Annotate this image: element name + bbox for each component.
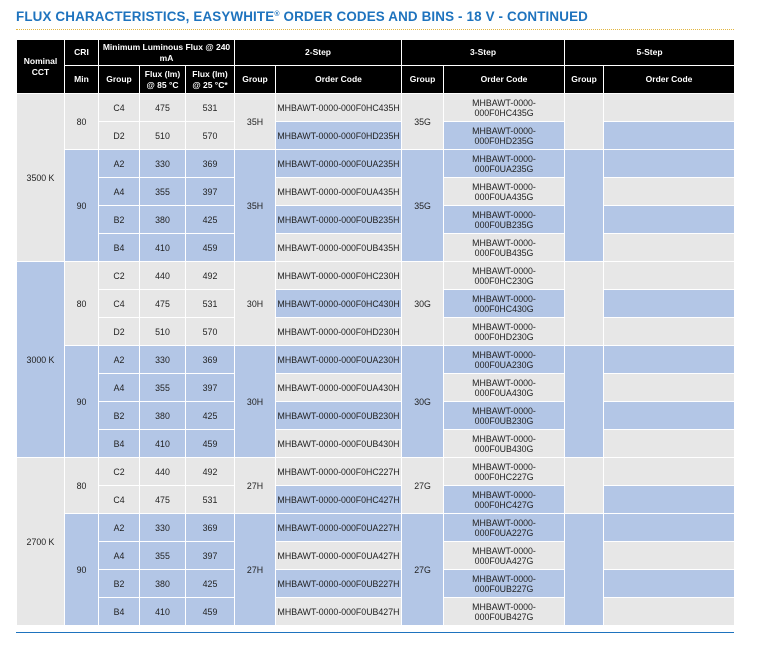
header-min: Min — [65, 66, 99, 94]
flux-group-cell: A2 — [99, 346, 140, 374]
flux-85-cell: 380 — [140, 570, 186, 598]
flux-25-cell: 570 — [186, 318, 235, 346]
header-min-flux: Minimum Luminous Flux @ 240 mA — [99, 40, 235, 66]
flux-group-cell: C4 — [99, 486, 140, 514]
header-3-step-group: Group — [402, 66, 444, 94]
step3-group-cell: 27G — [402, 514, 444, 626]
table-row — [17, 402, 735, 430]
step5-group-cell — [565, 458, 604, 514]
flux-25-cell: 369 — [186, 346, 235, 374]
step5-order-code-cell — [604, 262, 735, 290]
table-bottom-rule — [16, 632, 734, 633]
flux-85-cell: 475 — [140, 94, 186, 122]
step5-group-cell — [565, 514, 604, 626]
flux-85-cell: 475 — [140, 290, 186, 318]
table-row — [17, 262, 735, 290]
flux-25-cell: 397 — [186, 374, 235, 402]
step2-group-cell: 35H — [235, 150, 276, 262]
step2-group-cell: 30H — [235, 262, 276, 346]
flux-85-cell: 440 — [140, 262, 186, 290]
title-text: FLUX CHARACTERISTICS, EASYWHITE — [16, 9, 275, 24]
title-text-rest: ORDER CODES AND BINS - 18 V - CONTINUED — [279, 9, 588, 24]
flux-25-cell: 369 — [186, 514, 235, 542]
flux-25-cell: 459 — [186, 234, 235, 262]
step3-group-cell: 35G — [402, 94, 444, 150]
flux-25-cell: 425 — [186, 206, 235, 234]
flux-group-cell: C2 — [99, 458, 140, 486]
flux-group-cell: C2 — [99, 262, 140, 290]
flux-group-cell: D2 — [99, 318, 140, 346]
step5-group-cell — [565, 94, 604, 150]
header-3-step-order-code: Order Code — [444, 66, 565, 94]
flux-group-cell: C4 — [99, 290, 140, 318]
step2-order-code-cell: MHBAWT-0000-000F0UA427H — [276, 542, 402, 570]
flux-group-cell: B4 — [99, 234, 140, 262]
step5-order-code-cell — [604, 122, 735, 150]
cri-min-cell: 90 — [65, 346, 99, 458]
step5-group-cell — [565, 150, 604, 262]
flux-85-cell: 380 — [140, 206, 186, 234]
table-row — [17, 178, 735, 206]
step5-order-code-cell — [604, 150, 735, 178]
table-row — [17, 598, 735, 626]
step5-order-code-cell — [604, 514, 735, 542]
flux-group-cell: A2 — [99, 514, 140, 542]
step3-order-code-cell: MHBAWT-0000-000F0UA430G — [444, 374, 565, 402]
flux-85-cell: 355 — [140, 542, 186, 570]
table-row — [17, 514, 735, 542]
step3-order-code-cell: MHBAWT-0000-000F0UB230G — [444, 402, 565, 430]
nominal-cct-cell: 3500 K — [17, 94, 65, 262]
flux-25-cell: 531 — [186, 486, 235, 514]
nominal-cct-cell: 2700 K — [17, 458, 65, 626]
step5-order-code-cell — [604, 318, 735, 346]
step2-order-code-cell: MHBAWT-0000-000F0UA230H — [276, 346, 402, 374]
flux-group-cell: D2 — [99, 122, 140, 150]
step2-order-code-cell: MHBAWT-0000-000F0HC227H — [276, 458, 402, 486]
flux-85-cell: 330 — [140, 346, 186, 374]
flux-group-cell: A4 — [99, 542, 140, 570]
cri-min-cell: 90 — [65, 150, 99, 262]
flux-85-cell: 355 — [140, 374, 186, 402]
flux-25-cell: 492 — [186, 458, 235, 486]
flux-group-cell: B4 — [99, 430, 140, 458]
flux-85-cell: 355 — [140, 178, 186, 206]
step2-order-code-cell: MHBAWT-0000-000F0HC435H — [276, 94, 402, 122]
flux-group-cell: A4 — [99, 374, 140, 402]
table-row — [17, 318, 735, 346]
step5-order-code-cell — [604, 206, 735, 234]
table-row — [17, 290, 735, 318]
step5-order-code-cell — [604, 430, 735, 458]
flux-group-cell: A4 — [99, 178, 140, 206]
step3-order-code-cell: MHBAWT-0000-000F0UA435G — [444, 178, 565, 206]
flux-25-cell: 492 — [186, 262, 235, 290]
flux-85-cell: 410 — [140, 430, 186, 458]
table-row — [17, 374, 735, 402]
step5-order-code-cell — [604, 290, 735, 318]
step5-order-code-cell — [604, 598, 735, 626]
step3-order-code-cell: MHBAWT-0000-000F0HD235G — [444, 122, 565, 150]
header-flux-25: Flux (lm) @ 25 °C* — [186, 66, 235, 94]
step2-order-code-cell: MHBAWT-0000-000F0HD235H — [276, 122, 402, 150]
header-group: Group — [99, 66, 140, 94]
header-3-step: 3-Step — [402, 40, 565, 66]
flux-85-cell: 475 — [140, 486, 186, 514]
step3-order-code-cell: MHBAWT-0000-000F0HC435G — [444, 94, 565, 122]
table-row — [17, 122, 735, 150]
step3-order-code-cell: MHBAWT-0000-000F0HC427G — [444, 486, 565, 514]
step2-order-code-cell: MHBAWT-0000-000F0UB227H — [276, 570, 402, 598]
header-nominal-cct: Nominal CCT — [17, 40, 65, 94]
step2-group-cell: 27H — [235, 514, 276, 626]
header-5-step: 5-Step — [565, 40, 735, 66]
flux-25-cell: 570 — [186, 122, 235, 150]
flux-25-cell: 459 — [186, 598, 235, 626]
step3-order-code-cell: MHBAWT-0000-000F0UA427G — [444, 542, 565, 570]
step2-order-code-cell: MHBAWT-0000-000F0HC430H — [276, 290, 402, 318]
table-row — [17, 234, 735, 262]
step2-order-code-cell: MHBAWT-0000-000F0UA430H — [276, 374, 402, 402]
header-2-step-group: Group — [235, 66, 276, 94]
step3-order-code-cell: MHBAWT-0000-000F0HC430G — [444, 290, 565, 318]
step2-group-cell: 27H — [235, 458, 276, 514]
flux-25-cell: 397 — [186, 178, 235, 206]
flux-85-cell: 410 — [140, 598, 186, 626]
step3-order-code-cell: MHBAWT-0000-000F0UA235G — [444, 150, 565, 178]
flux-group-cell: C4 — [99, 94, 140, 122]
flux-25-cell: 369 — [186, 150, 235, 178]
step5-order-code-cell — [604, 234, 735, 262]
step2-group-cell: 35H — [235, 94, 276, 150]
step2-order-code-cell: MHBAWT-0000-000F0HD230H — [276, 318, 402, 346]
flux-85-cell: 380 — [140, 402, 186, 430]
step5-order-code-cell — [604, 178, 735, 206]
header-5-step-order-code: Order Code — [604, 66, 735, 94]
flux-85-cell: 510 — [140, 122, 186, 150]
step3-order-code-cell: MHBAWT-0000-000F0UB430G — [444, 430, 565, 458]
step3-group-cell: 30G — [402, 346, 444, 458]
step5-order-code-cell — [604, 374, 735, 402]
step5-order-code-cell — [604, 346, 735, 374]
step3-group-cell: 27G — [402, 458, 444, 514]
page-title — [16, 9, 588, 24]
nominal-cct-cell: 3000 K — [17, 262, 65, 458]
cri-min-cell: 80 — [65, 458, 99, 514]
step5-order-code-cell — [604, 458, 735, 486]
step5-order-code-cell — [604, 542, 735, 570]
step2-order-code-cell: MHBAWT-0000-000F0UA227H — [276, 514, 402, 542]
header-flux-85: Flux (lm) @ 85 °C — [140, 66, 186, 94]
cri-min-cell: 80 — [65, 262, 99, 346]
table-row — [17, 346, 735, 374]
step3-order-code-cell: MHBAWT-0000-000F0UA230G — [444, 346, 565, 374]
cri-min-cell: 80 — [65, 94, 99, 150]
step2-order-code-cell: MHBAWT-0000-000F0UB435H — [276, 234, 402, 262]
flux-25-cell: 531 — [186, 290, 235, 318]
step2-order-code-cell: MHBAWT-0000-000F0UB230H — [276, 402, 402, 430]
table-row — [17, 94, 735, 122]
table-row — [17, 206, 735, 234]
step2-order-code-cell: MHBAWT-0000-000F0UB427H — [276, 598, 402, 626]
title-divider — [16, 29, 734, 30]
flux-25-cell: 397 — [186, 542, 235, 570]
step3-order-code-cell: MHBAWT-0000-000F0HD230G — [444, 318, 565, 346]
step3-order-code-cell: MHBAWT-0000-000F0UB435G — [444, 234, 565, 262]
cri-min-cell: 90 — [65, 514, 99, 626]
step3-order-code-cell: MHBAWT-0000-000F0UB427G — [444, 598, 565, 626]
step2-order-code-cell: MHBAWT-0000-000F0HC230H — [276, 262, 402, 290]
step3-order-code-cell: MHBAWT-0000-000F0UB227G — [444, 570, 565, 598]
step5-order-code-cell — [604, 486, 735, 514]
step3-order-code-cell: MHBAWT-0000-000F0UA227G — [444, 514, 565, 542]
table-row — [17, 542, 735, 570]
flux-25-cell: 459 — [186, 430, 235, 458]
flux-table — [16, 39, 735, 626]
flux-85-cell: 330 — [140, 514, 186, 542]
step5-order-code-cell — [604, 94, 735, 122]
step5-group-cell — [565, 262, 604, 346]
step2-order-code-cell: MHBAWT-0000-000F0UA435H — [276, 178, 402, 206]
flux-group-cell: B4 — [99, 598, 140, 626]
step2-order-code-cell: MHBAWT-0000-000F0UA235H — [276, 150, 402, 178]
step5-order-code-cell — [604, 402, 735, 430]
table-row — [17, 458, 735, 486]
step2-order-code-cell: MHBAWT-0000-000F0HC427H — [276, 486, 402, 514]
table-row — [17, 486, 735, 514]
step2-order-code-cell: MHBAWT-0000-000F0UB235H — [276, 206, 402, 234]
step2-group-cell: 30H — [235, 346, 276, 458]
header-cri: CRI — [65, 40, 99, 66]
step3-group-cell: 35G — [402, 150, 444, 262]
flux-group-cell: B2 — [99, 402, 140, 430]
flux-group-cell: B2 — [99, 570, 140, 598]
step3-group-cell: 30G — [402, 262, 444, 346]
flux-group-cell: A2 — [99, 150, 140, 178]
flux-85-cell: 410 — [140, 234, 186, 262]
flux-25-cell: 531 — [186, 94, 235, 122]
flux-85-cell: 330 — [140, 150, 186, 178]
step5-group-cell — [565, 346, 604, 458]
step3-order-code-cell: MHBAWT-0000-000F0HC230G — [444, 262, 565, 290]
step5-order-code-cell — [604, 570, 735, 598]
step2-order-code-cell: MHBAWT-0000-000F0UB430H — [276, 430, 402, 458]
header-5-step-group: Group — [565, 66, 604, 94]
step3-order-code-cell: MHBAWT-0000-000F0UB235G — [444, 206, 565, 234]
flux-25-cell: 425 — [186, 570, 235, 598]
table-row — [17, 570, 735, 598]
header-2-step-order-code: Order Code — [276, 66, 402, 94]
flux-group-cell: B2 — [99, 206, 140, 234]
table-row — [17, 430, 735, 458]
registered-mark: ® — [274, 11, 280, 18]
header-2-step: 2-Step — [235, 40, 402, 66]
flux-25-cell: 425 — [186, 402, 235, 430]
step3-order-code-cell: MHBAWT-0000-000F0HC227G — [444, 458, 565, 486]
table-row — [17, 150, 735, 178]
flux-85-cell: 440 — [140, 458, 186, 486]
flux-85-cell: 510 — [140, 318, 186, 346]
